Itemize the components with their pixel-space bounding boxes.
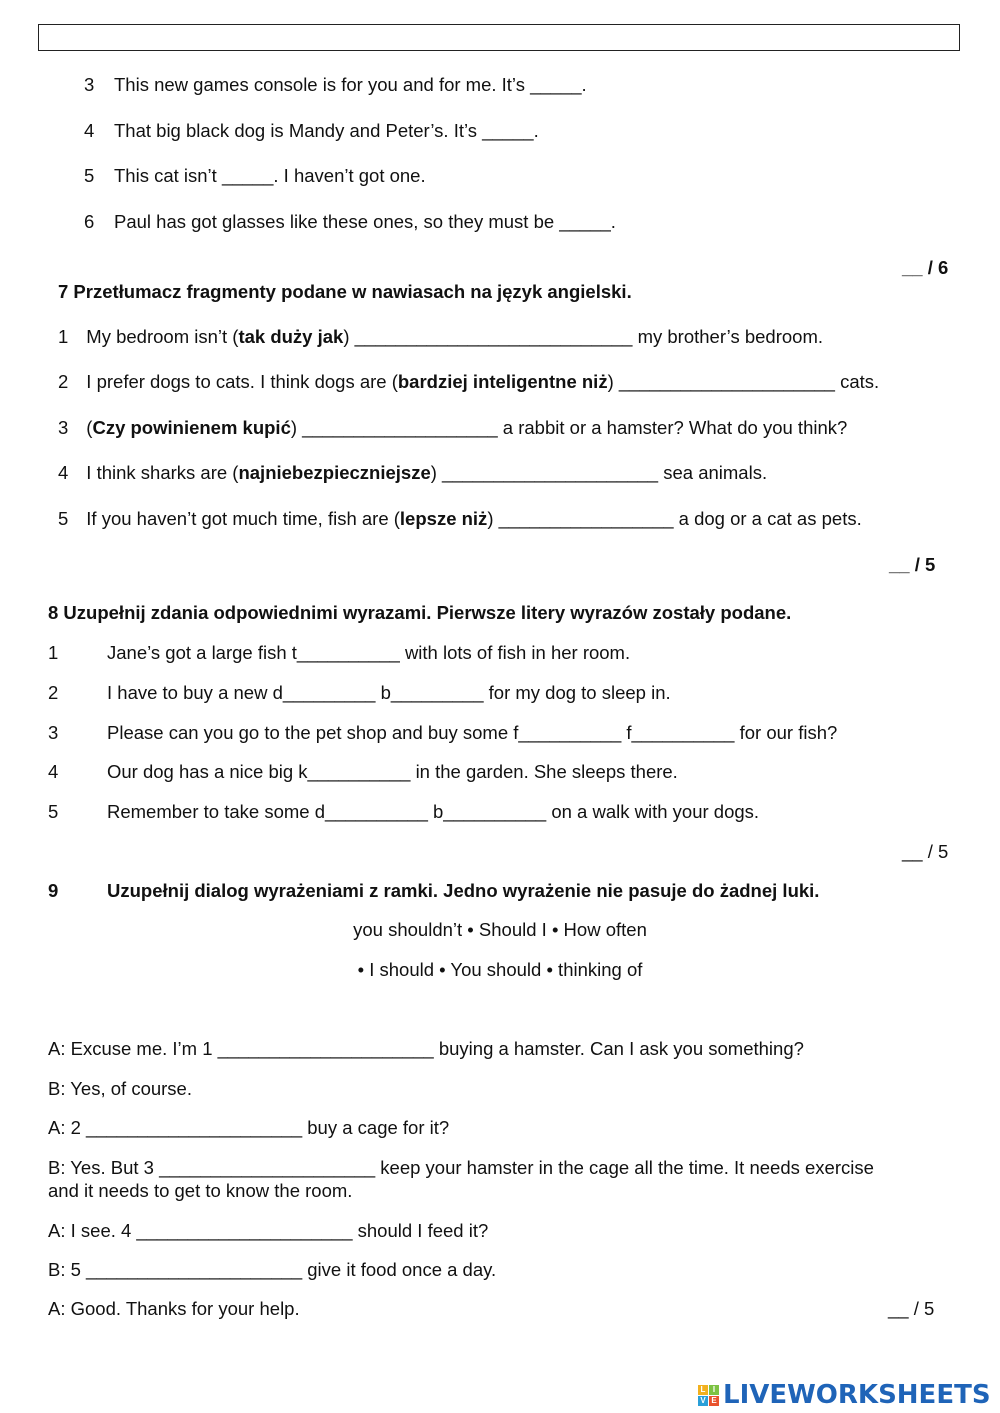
item-text-pre: ( <box>86 417 93 438</box>
item-text-post: ) ___________________ a rabbit or a hamster? What do you think? <box>290 417 848 438</box>
ex7-score: __ / 5 <box>889 554 936 575</box>
ex9-number: 9 <box>48 880 59 901</box>
ex9-score: __ / 5 <box>888 1298 935 1319</box>
ex8-heading: 8 Uzupełnij zdania odpowiednimi wyrazami. Pierwsze litery wyrazów zostały podane. <box>48 602 792 623</box>
item-text-post: ) _________________ a dog or a cat as pets. <box>487 508 862 529</box>
dialog-line: A: Good. Thanks for your help. <box>48 1298 300 1319</box>
ex8-score: __ / 5 <box>902 841 949 862</box>
ex9-heading: Uzupełnij dialog wyrażeniami z ramki. Jedno wyrażenie nie pasuje do żadnej luki. <box>107 880 820 901</box>
ex7-item-1 <box>58 326 823 348</box>
item-text: This new games console is for you and for me. It’s _____. <box>114 74 587 95</box>
item-text: Please can you go to the pet shop and buy some f__________ f__________ for our fish? <box>107 722 838 743</box>
item-number: 5 <box>84 165 95 186</box>
item-number: 3 <box>84 74 95 95</box>
top-answer-box <box>38 24 960 51</box>
word-box-line-1: you shouldn’t • Should I • How often <box>353 919 647 940</box>
item-polish-phrase: najniebezpieczniejsze <box>238 462 431 483</box>
logo-mark-icon: L I V E <box>698 1385 719 1406</box>
item-number: 5 <box>58 508 69 529</box>
item-text: This cat isn’t _____. I haven’t got one. <box>114 165 426 186</box>
item-number: 1 <box>58 326 69 347</box>
item-text-post: ) _____________________ sea animals. <box>430 462 768 483</box>
item-number: 5 <box>48 801 59 822</box>
dialog-line: and it needs to get to know the room. <box>48 1180 353 1201</box>
ex6-score: __ / 6 <box>902 257 949 278</box>
liveworksheets-logo[interactable] <box>698 1378 991 1412</box>
ex7-item-4 <box>58 462 767 484</box>
item-text: That big black dog is Mandy and Peter’s. It’s _____. <box>114 120 539 141</box>
logo-text: LIVEWORKSHEETS <box>723 1380 991 1410</box>
item-text: Jane’s got a large fish t__________ with lots of fish in her room. <box>107 642 631 663</box>
item-number: 3 <box>58 417 69 438</box>
dialog-line: B: Yes, of course. <box>48 1078 192 1099</box>
dialog-line: A: Excuse me. I’m 1 _____________________ buying a hamster. Can I ask you something? <box>48 1038 804 1059</box>
dialog-line: B: 5 _____________________ give it food once a day. <box>48 1259 497 1280</box>
item-number: 4 <box>84 120 95 141</box>
item-text: I have to buy a new d_________ b_________ for my dog to sleep in. <box>107 682 671 703</box>
dialog-line: B: Yes. But 3 _____________________ keep your hamster in the cage all the time. It needs exercise <box>48 1157 874 1178</box>
item-text: Paul has got glasses like these ones, so they must be _____. <box>114 211 616 232</box>
word-box-line-2: • I should • You should • thinking of <box>357 959 643 980</box>
ex7-item-5 <box>58 508 862 530</box>
ex7-heading: 7 Przetłumacz fragmenty podane w nawiasach na język angielski. <box>58 281 632 302</box>
item-text-pre: I prefer dogs to cats. I think dogs are ( <box>86 371 398 392</box>
item-text-pre: My bedroom isn’t ( <box>86 326 239 347</box>
ex7-item-2 <box>58 371 879 393</box>
item-text: Remember to take some d__________ b__________ on a walk with your dogs. <box>107 801 760 822</box>
item-number: 4 <box>48 761 59 782</box>
item-polish-phrase: Czy powinienem kupić <box>92 417 291 438</box>
item-text: Our dog has a nice big k__________ in the garden. She sleeps there. <box>107 761 678 782</box>
item-number: 6 <box>84 211 95 232</box>
dialog-line: A: I see. 4 _____________________ should I feed it? <box>48 1220 489 1241</box>
item-text-pre: I think sharks are ( <box>86 462 239 483</box>
item-number: 4 <box>58 462 69 483</box>
item-text-post: ) _____________________ cats. <box>607 371 880 392</box>
dialog-line: A: 2 _____________________ buy a cage for it? <box>48 1117 450 1138</box>
item-number: 2 <box>48 682 59 703</box>
item-number: 2 <box>58 371 69 392</box>
ex7-item-3 <box>58 417 847 439</box>
item-text-post: ) ___________________________ my brother’s bedroom. <box>343 326 824 347</box>
item-polish-phrase: lepsze niż <box>399 508 488 529</box>
item-number: 3 <box>48 722 59 743</box>
item-text-pre: If you haven’t got much time, fish are ( <box>86 508 400 529</box>
item-polish-phrase: bardziej inteligentne niż <box>397 371 608 392</box>
item-polish-phrase: tak duży jak <box>238 326 344 347</box>
item-number: 1 <box>48 642 59 663</box>
